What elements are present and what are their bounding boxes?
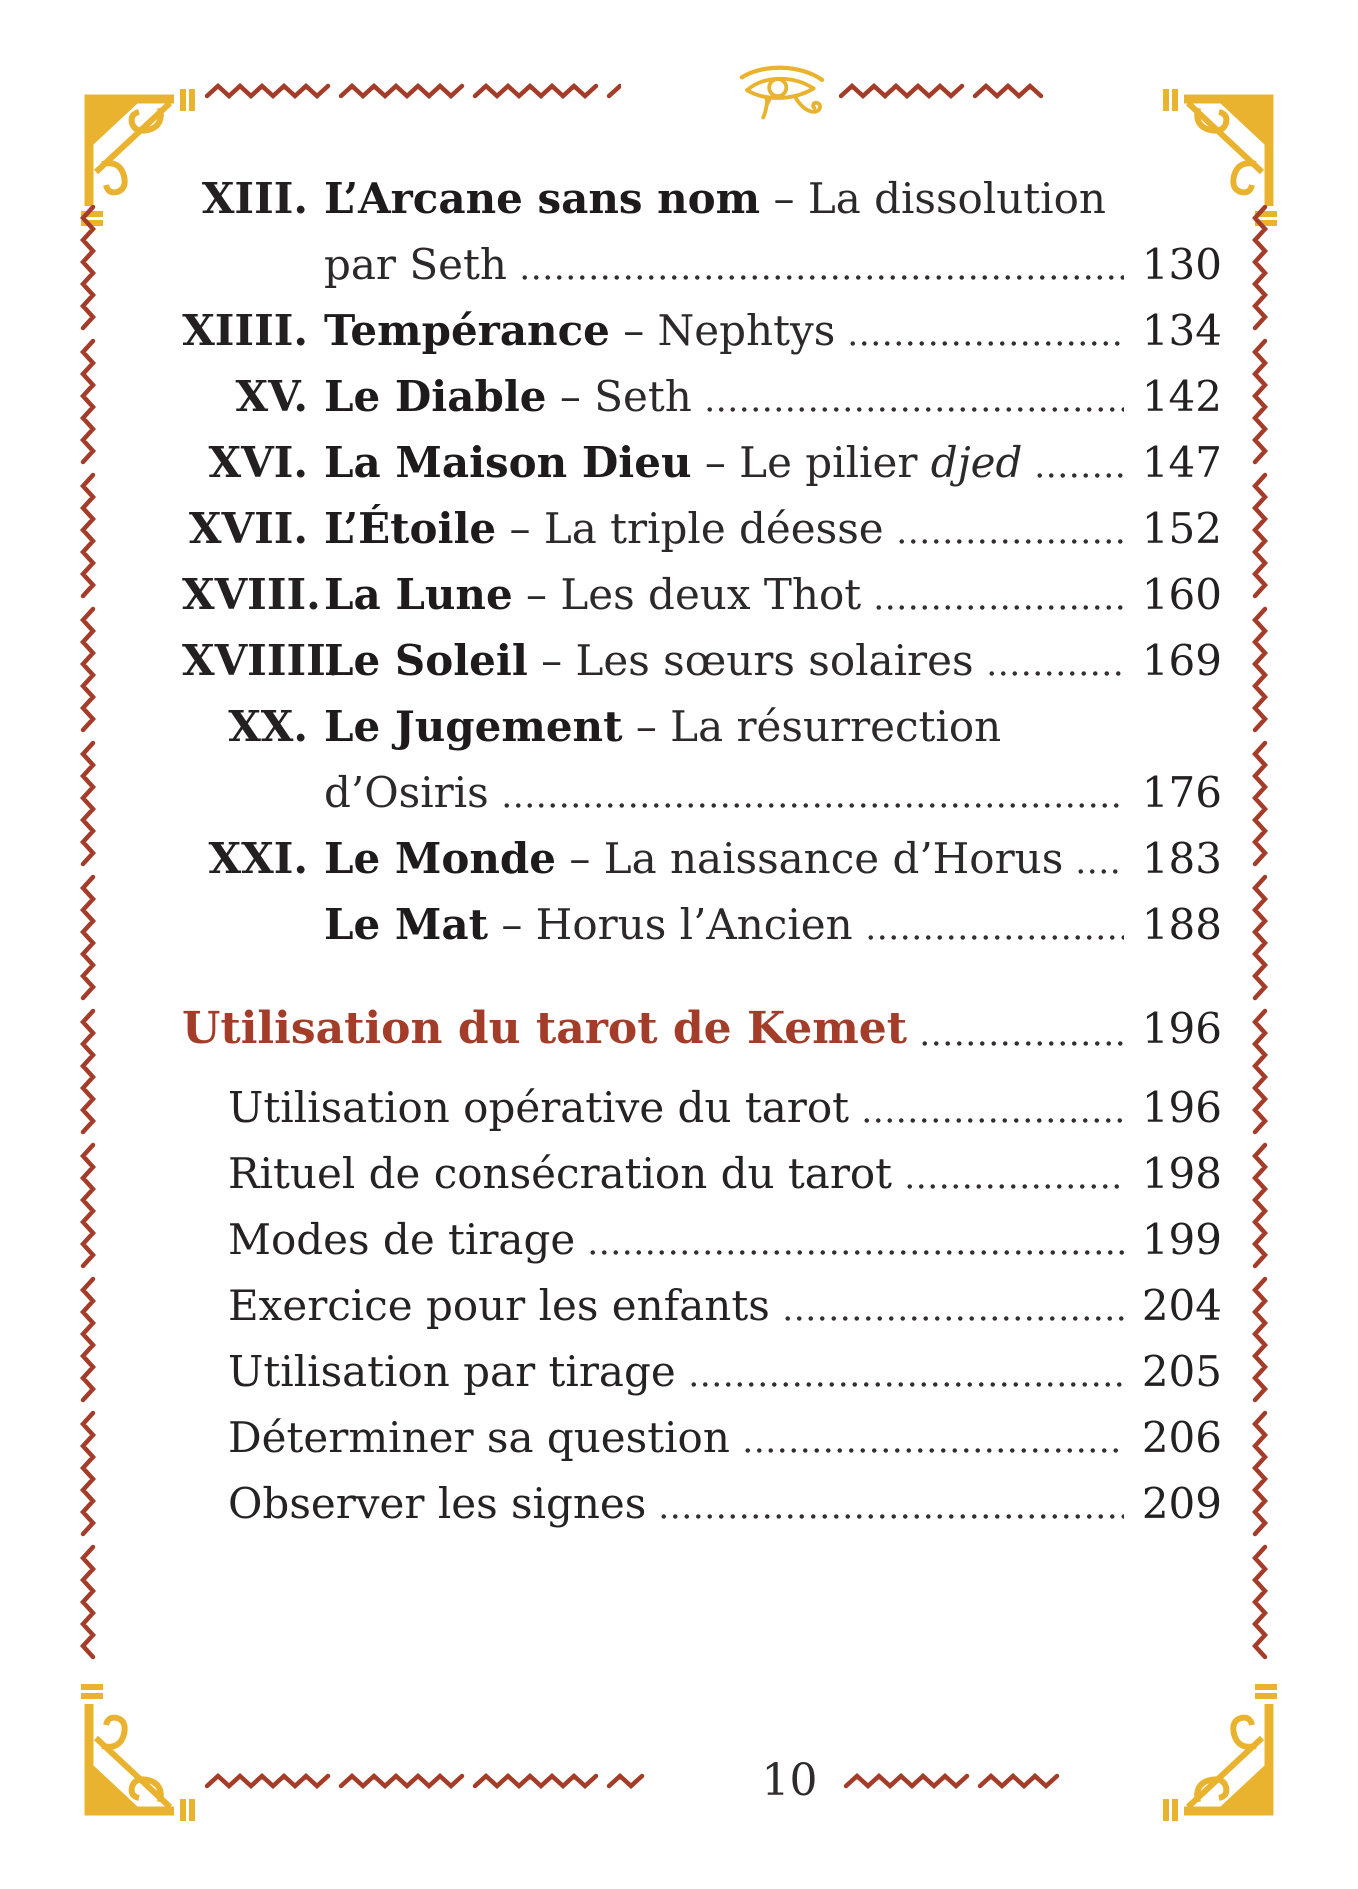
toc-entry [182,496,1222,562]
toc-page-number: 199 [1141,1215,1222,1264]
toc-entry-line [324,496,1222,562]
toc-subsection [182,1075,1222,1141]
zigzag-border-top-left [205,83,725,99]
page-number: 10 [761,1755,818,1806]
toc-entry-continuation: par Seth [324,240,507,289]
dotted-leader [861,1117,1124,1124]
toc-entry-title: L’Étoile [324,504,497,553]
toc-page-number: 169 [1141,636,1222,685]
toc-entry-subtitle: – Horus l’Ancien [487,900,853,949]
toc-subsection-list [182,1075,1222,1537]
dotted-leader [782,1315,1124,1322]
toc-entry [182,364,1222,430]
toc-entry-line [324,364,1222,430]
toc-page-number: 134 [1141,306,1222,355]
toc-entry-body [324,364,1222,430]
toc-page-number: 152 [1141,504,1222,553]
zigzag-border-right [1252,205,1268,1667]
toc-entry-body [324,298,1222,364]
toc-page-number: 196 [1141,1004,1222,1053]
toc-entry [182,430,1222,496]
toc-page-number: 147 [1141,438,1222,487]
toc-entry-line [324,892,1222,958]
toc-entry-subtitle: – La naissance d’Horus [556,834,1064,883]
toc-subsection [182,1141,1222,1207]
dotted-leader [919,1040,1124,1047]
toc-page-number: 142 [1141,372,1222,421]
toc-subsection [182,1273,1222,1339]
toc-entry-body [324,166,1222,298]
toc-entry-continuation: d’Osiris [324,768,489,817]
toc-entry-subtitle: – La dissolution [760,174,1106,223]
toc-page-number: 188 [1141,900,1222,949]
dotted-leader [742,1447,1124,1454]
toc-entry-subtitle: – La triple déesse [496,504,884,553]
toc-entry-subtitle: – Les sœurs solaires [527,636,974,685]
toc-entry-subtitle: – La résurrection [622,702,1002,751]
toc-entry-numeral: XVII. [188,504,308,553]
toc-subsection-title: Exercice pour les enfants [228,1281,770,1330]
toc-entry [182,826,1222,892]
toc-page-number: 206 [1141,1413,1222,1462]
toc-subsection-title: Déterminer sa question [228,1413,730,1462]
toc-entry-line [324,562,1222,628]
toc-entry-body [324,628,1222,694]
corner-ornament-top-left-icon [80,84,198,230]
toc-entry-numeral: XVI. [208,438,308,487]
toc-page-number: 130 [1141,240,1222,289]
toc-subsection-title: Modes de tirage [228,1215,576,1264]
toc-entry-numeral: XVIII. [182,570,321,619]
corner-ornament-bottom-left-icon [80,1680,198,1826]
toc-entry-title: Tempérance [324,306,610,355]
table-of-contents [182,166,1222,1537]
dotted-leader [658,1513,1124,1520]
toc-page-number: 176 [1141,768,1222,817]
toc-entry [182,628,1222,694]
dotted-leader [1034,472,1124,479]
zigzag-border-left [80,205,96,1667]
bottom-border [205,1754,1150,1808]
dotted-leader [986,670,1124,677]
toc-entry-line [324,166,1222,232]
dotted-leader [501,802,1124,809]
toc-page-number: 196 [1141,1083,1222,1132]
toc-entry-title: Le Mat [324,900,488,949]
toc-entry [182,298,1222,364]
toc-entry-numeral: XIIII. [182,306,308,355]
zigzag-border-bottom-right [844,1773,1151,1789]
toc-entry-numeral: XX. [228,702,308,751]
toc-section-title: Utilisation du tarot de Kemet [182,1003,908,1054]
toc-entry-body [324,562,1222,628]
dotted-leader [1075,868,1124,875]
dotted-leader [519,274,1124,281]
toc-entry-line [324,298,1222,364]
toc-entry-title: Le Soleil [324,636,528,685]
toc-entry-title: La Lune [324,570,513,619]
toc-entry-line [324,628,1222,694]
toc-entry-body [324,826,1222,892]
dotted-leader [847,340,1124,347]
toc-entry-numeral: XVIIII. [182,636,341,685]
toc-entry-title: Le Diable [324,372,547,421]
top-border [205,62,1150,120]
toc-page-number: 204 [1141,1281,1222,1330]
toc-page-number: 160 [1141,570,1222,619]
toc-entry [182,166,1222,298]
toc-subsection [182,1471,1222,1537]
toc-entry-line [324,430,1222,496]
toc-entry [182,892,1222,958]
toc-entry-subtitle: – Les deux Thot [512,570,862,619]
toc-subsection-title: Utilisation par tirage [228,1347,676,1396]
toc-entry-numeral: XV. [235,372,308,421]
eye-of-horus-icon [739,62,825,120]
toc-entry-body [324,892,1222,958]
toc-entry-subtitle: – Nephtys [609,306,836,355]
toc-entry-body [324,496,1222,562]
toc-page-number: 209 [1141,1479,1222,1528]
toc-entry-continuation-line [324,760,1222,826]
toc-entry-title: Le Jugement [324,702,623,751]
toc-entry-title: La Maison Dieu [324,438,692,487]
toc-page-number: 205 [1141,1347,1222,1396]
toc-entry-numeral: XXI. [208,834,308,883]
toc-subsection-title: Observer les signes [228,1479,647,1528]
corner-ornament-bottom-right-icon [1160,1680,1278,1826]
toc-entry-body [324,430,1222,496]
dotted-leader [873,604,1124,611]
toc-subsection-title: Utilisation opérative du tarot [228,1083,849,1132]
dotted-leader [704,406,1124,413]
dotted-leader [904,1183,1124,1190]
toc-subsection-title: Rituel de consécration du tarot [228,1149,893,1198]
toc-entry-title: Le Monde [324,834,557,883]
toc-page-number: 198 [1141,1149,1222,1198]
toc-entry-subtitle: – Le pilier djed [691,438,1023,487]
toc-major-arcana-entries [182,166,1222,958]
toc-entry-numeral: XIII. [201,174,308,223]
dotted-leader [688,1381,1124,1388]
dotted-leader [587,1249,1124,1256]
toc-page-number: 183 [1141,834,1222,883]
toc-entry-title: L’Arcane sans nom [324,174,761,223]
toc-entry-body [324,694,1222,826]
toc-subsection [182,1207,1222,1273]
dotted-leader [865,934,1124,941]
toc-entry-line [324,694,1222,760]
toc-subsection [182,1339,1222,1405]
zigzag-border-bottom-left [205,1773,736,1789]
zigzag-border-top-right [839,83,1151,99]
toc-entry-line [324,826,1222,892]
toc-subsection [182,1405,1222,1471]
toc-entry [182,562,1222,628]
toc-entry [182,694,1222,826]
toc-section-row [182,994,1222,1064]
toc-entry-continuation-line [324,232,1222,298]
toc-entry-subtitle: – Seth [546,372,692,421]
dotted-leader [896,538,1124,545]
